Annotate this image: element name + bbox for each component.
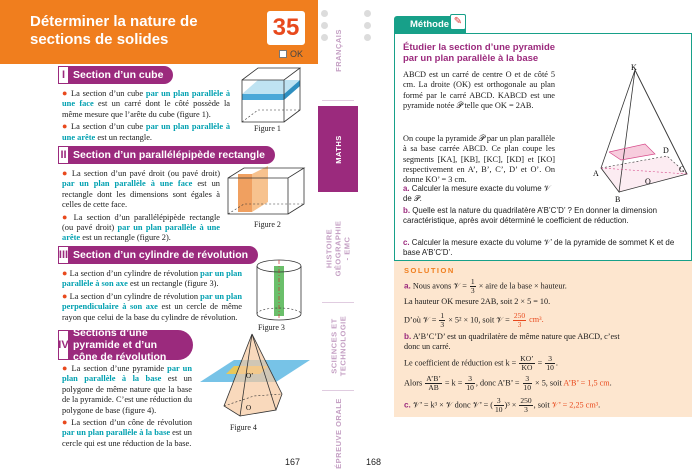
text: × 5, soit <box>533 378 564 388</box>
tab-maths[interactable] <box>318 106 358 192</box>
cube-section-front <box>242 94 284 100</box>
question-c <box>403 238 685 258</box>
tab-label: MATHS <box>333 134 343 164</box>
figure-1-cube <box>236 66 310 128</box>
fraction: $\frac{1}{3}$ <box>470 277 475 295</box>
checkbox-icon[interactable] <box>279 50 287 58</box>
method-box <box>394 33 692 261</box>
page-title: Déterminer la nature de sections de solides <box>30 13 198 48</box>
question-letter: c. <box>403 238 410 247</box>
text: La section d’un cube <box>70 89 146 98</box>
point-o-prime: O’ <box>246 372 254 380</box>
section-1-banner <box>58 66 173 84</box>
result-b: A’B’ = 1,5 cm <box>563 378 610 388</box>
cube-hidden-edges <box>242 110 300 122</box>
fraction: $\frac{1}{3}$ <box>440 311 445 329</box>
text: , donc A’B’ = <box>475 378 522 388</box>
figure-3-cylinder <box>250 258 308 322</box>
box-edges-back <box>288 168 304 214</box>
question-letter: c. <box>404 400 411 410</box>
section-2-number: II <box>58 146 69 164</box>
fraction: $\frac{3}{10}$ <box>546 354 554 372</box>
pencil-icon: ✎ <box>450 14 466 30</box>
text: La section d’un cube <box>70 122 146 132</box>
text: La section d’un pavé droit (ou pavé droit) <box>71 169 220 178</box>
base-square <box>601 156 687 192</box>
tab-label: FRANÇAIS <box>333 28 343 72</box>
question-text: Quelle est la nature du quadrilatère A’B’C’D’ ? En donner la dimension caractéristique, après avoir déterminé le coefficient de réduction. <box>403 206 657 225</box>
tab-sciences[interactable] <box>318 306 358 386</box>
text: Alors <box>404 378 425 388</box>
chapter-number-box <box>264 8 308 48</box>
section-4-title: Sections d’une pyramide et d’un cône de révolution <box>73 327 167 363</box>
text: 𝒱’ = k³ × 𝒱 donc 𝒱’ = <box>412 400 491 410</box>
solution-c-line-1: c. 𝒱’ = k³ × 𝒱 donc 𝒱’ = ( $\frac{3}{10}$ )³ × $\frac{250}{3}$ , soit 𝒱’ = 2,25 cm³. <box>404 396 601 414</box>
solution-header: SOLUTION <box>404 266 455 275</box>
solution-b-line-4 <box>404 375 612 392</box>
exercise-intro-2: On coupe la pyramide 𝒫 par un plan parallèle à sa base carrée ABCD. Ce plan coupe les segments [KA], [KB], [KC], [KD] et [KO] respectivement en A’, B’, C’, D’ et O’. On donne KO’ = 3 cm. <box>403 134 555 185</box>
left-page <box>0 0 318 475</box>
tab-divider <box>322 100 354 101</box>
method-label: Méthode <box>410 19 450 30</box>
chapter-number: 35 <box>272 14 300 41</box>
solution-b-line-3 <box>404 355 558 372</box>
figure-4-pyramid <box>196 330 314 422</box>
section-4-number: IV <box>58 330 69 360</box>
question-letter: a. <box>403 184 410 193</box>
fraction: $\frac{3}{10}$ <box>523 374 531 392</box>
section-3-text: ● La section d’un cylindre de révolution par un plan parallèle à son axe est un rectangle (figure 3). ● La section d’un cylindre de révolution par un plan perpendiculaire à son axe est un cercle de même rayon que celui de la base du cylindre de révolution. <box>62 268 242 322</box>
label-c: C <box>679 165 685 174</box>
figure-3-caption: Figure 3 <box>258 323 285 332</box>
text: est un cercle qui est une réduction de la base. <box>62 428 192 448</box>
section-2-banner <box>58 146 275 164</box>
box-section-front <box>238 174 252 212</box>
solution-a-line-2: La hauteur OK mesure 2AB, soit 2 × 5 = 10. <box>404 297 551 306</box>
fraction: $\frac{KO’}{KO}$ <box>520 354 534 372</box>
text: , soit <box>533 400 552 410</box>
text: . <box>598 400 601 410</box>
tab-label: ÉPREUVE ORALE <box>333 397 343 469</box>
question-text: Calculer la mesure exacte du volume 𝒱 de 𝒫. <box>403 184 551 203</box>
text: × 5² × 10, soit 𝒱 = <box>446 315 512 325</box>
highlight: par un plan perpendiculaire à son axe <box>62 291 242 312</box>
section-4-text: ● La section d’une pyramide par un plan parallèle à la base est un polygone de même nature que la base de la pyramide. C’est une réduction du polygone de base (figure 4). ● La section d’un cône de révolution par un plan parallèle à la base est un cercle qui est une réduction de la base. <box>62 363 193 448</box>
text: est un rectangle. <box>95 132 153 142</box>
section-3-number: III <box>58 246 69 264</box>
exercise-intro-1: ABCD est un carré de centre O et de côté 5 cm. La droite (OK) est orthogonale au plan formé par le carré ABCD. KABCD est une pyramide notée 𝒫 telle que OK = 2AB. <box>403 70 555 110</box>
section-2-title: Section d’un parallélépipède rectangle <box>73 149 265 161</box>
page-number-right: 168 <box>366 457 382 467</box>
tab-divider <box>322 390 354 391</box>
section-square <box>609 144 655 160</box>
text: ³ × <box>507 400 519 410</box>
label-k: K <box>631 64 637 72</box>
solution-box <box>394 261 692 417</box>
text: est un polygone de même nature que la base de la pyramide. C’est une réduction du polygone de base (figure 4). <box>62 374 193 415</box>
figure-1-caption: Figure 1 <box>254 124 281 133</box>
right-page <box>358 0 700 475</box>
section-3-banner <box>58 246 258 264</box>
result-a: $\frac{250}{3}$ cm³. <box>513 311 544 329</box>
solution-b-line-2: donc un carré. <box>404 342 451 351</box>
tab-histoire[interactable] <box>318 196 358 300</box>
solution-b-line-1 <box>404 332 620 342</box>
highlight: par un plan parallèle à une arête <box>62 223 220 243</box>
text: A’B’C’D’ est un quadrilatère de même nature que ABCD, c’est <box>412 332 620 341</box>
box-section-side <box>252 166 268 212</box>
label-b: B <box>615 195 621 204</box>
solution-a-line-1 <box>404 278 567 295</box>
text: . <box>609 378 612 388</box>
question-letter: a. <box>404 281 411 291</box>
text: = <box>535 358 545 368</box>
text: La section d’une pyramide <box>71 364 168 373</box>
result-c: 𝒱’ = 2,25 cm³ <box>551 400 599 410</box>
section-4-banner <box>58 327 193 363</box>
text: est un rectangle (figure 3). <box>127 279 219 289</box>
text: La section d’un cône de révolution <box>71 418 193 428</box>
highlight: par un plan parallèle à une face <box>62 179 193 189</box>
method-title: Étudier la section d’une pyramide par un plan parallèle à la base <box>403 42 556 64</box>
text: est un carré dont le côté possède la même mesure que l’arête du cube (figure 1). <box>62 99 230 119</box>
fraction: $\frac{3}{10}$ <box>495 396 503 414</box>
text: La section d’un cylindre de révolution <box>69 291 201 301</box>
highlight: par un plan parallèle à une face <box>62 89 231 109</box>
text: est un rectangle dont les dimensions sont égales à celles de cette face. <box>62 179 220 210</box>
text: est un rectangle (figure 2). <box>80 233 171 243</box>
section-1-number: I <box>58 66 69 84</box>
fraction: $\frac{A’B’}{AB}$ <box>426 374 441 392</box>
section-2-text: ● La section d’un pavé droit (ou pavé droit) par un plan parallèle à une face est un rectangle dont les dimensions sont égales à celles de cette face. ● La section d’un parallélépipède rectangle (ou pavé droit) par un plan parallèle à une arête est un rectangle (figure 2). <box>62 168 221 243</box>
text: Nous avons 𝒱 = <box>412 281 469 291</box>
highlight: par un plan parallèle à son axe <box>62 269 242 289</box>
text: D’où 𝒱 = <box>404 315 439 325</box>
tab-label: SCIENCES ET TECHNOLOGIE <box>329 315 348 377</box>
text: La section d’un cylindre de révolution <box>69 269 201 278</box>
solution-a-line-3 <box>404 312 544 329</box>
page-number-left: 167 <box>285 457 301 467</box>
fraction: $\frac{3}{10}$ <box>466 374 474 392</box>
text: = k = <box>442 378 465 388</box>
tab-francais[interactable] <box>318 4 358 96</box>
section-1-text: ● La section d’un cube par un plan parallèle à une face est un carré dont le côté possède la même mesure que l’arête du cube (figure 1). ● La section d’un cube par un plan parallèle à une arête est un rectangle. <box>62 88 231 142</box>
question-letter: b. <box>404 332 412 341</box>
text: est un cercle de même rayon que celui de la base du cylindre de révolution. <box>62 302 242 322</box>
label-a: A <box>593 169 599 178</box>
point-o: O <box>246 404 252 412</box>
figure-2-caption: Figure 2 <box>254 220 281 229</box>
section-3-title: Section d’un cylindre de révolution <box>73 249 249 261</box>
question-a <box>403 184 553 204</box>
label-o: O <box>645 177 651 186</box>
section-1-title: Section d’un cube <box>73 69 164 81</box>
question-text: Calculer la mesure exacte du volume 𝒱’ de la pyramide de sommet K et de base A’B’C’D’. <box>403 238 675 257</box>
tab-label: HISTOIRE GÉOGRAPHIE - EMC <box>324 220 352 276</box>
highlight: par un plan parallèle à la base <box>62 428 171 438</box>
text: La section d’un parallélépipède rectangle (ou pavé droit) <box>62 212 221 233</box>
ok-checkbox[interactable] <box>279 49 303 59</box>
figure-2-parallelepiped <box>224 166 310 218</box>
pyramid-diagram <box>561 64 689 204</box>
question-letter: b. <box>403 206 411 215</box>
tab-epreuve-orale[interactable] <box>318 394 358 472</box>
highlight: par un plan parallèle à une arête <box>62 122 231 142</box>
figure-4-caption: Figure 4 <box>230 423 257 432</box>
ok-label: OK <box>290 49 304 59</box>
label-d: D <box>663 146 669 155</box>
text: . <box>555 358 558 368</box>
subject-tabs <box>318 0 358 475</box>
fraction: $\frac{250}{3}$ <box>520 396 532 414</box>
text: × aire de la base × hauteur. <box>476 281 567 291</box>
binder-holes <box>364 10 372 46</box>
highlight: par un plan parallèle à la base <box>62 364 192 384</box>
tab-divider <box>322 302 354 303</box>
text: Le coefficient de réduction est k = <box>404 358 519 368</box>
question-b <box>403 206 685 226</box>
